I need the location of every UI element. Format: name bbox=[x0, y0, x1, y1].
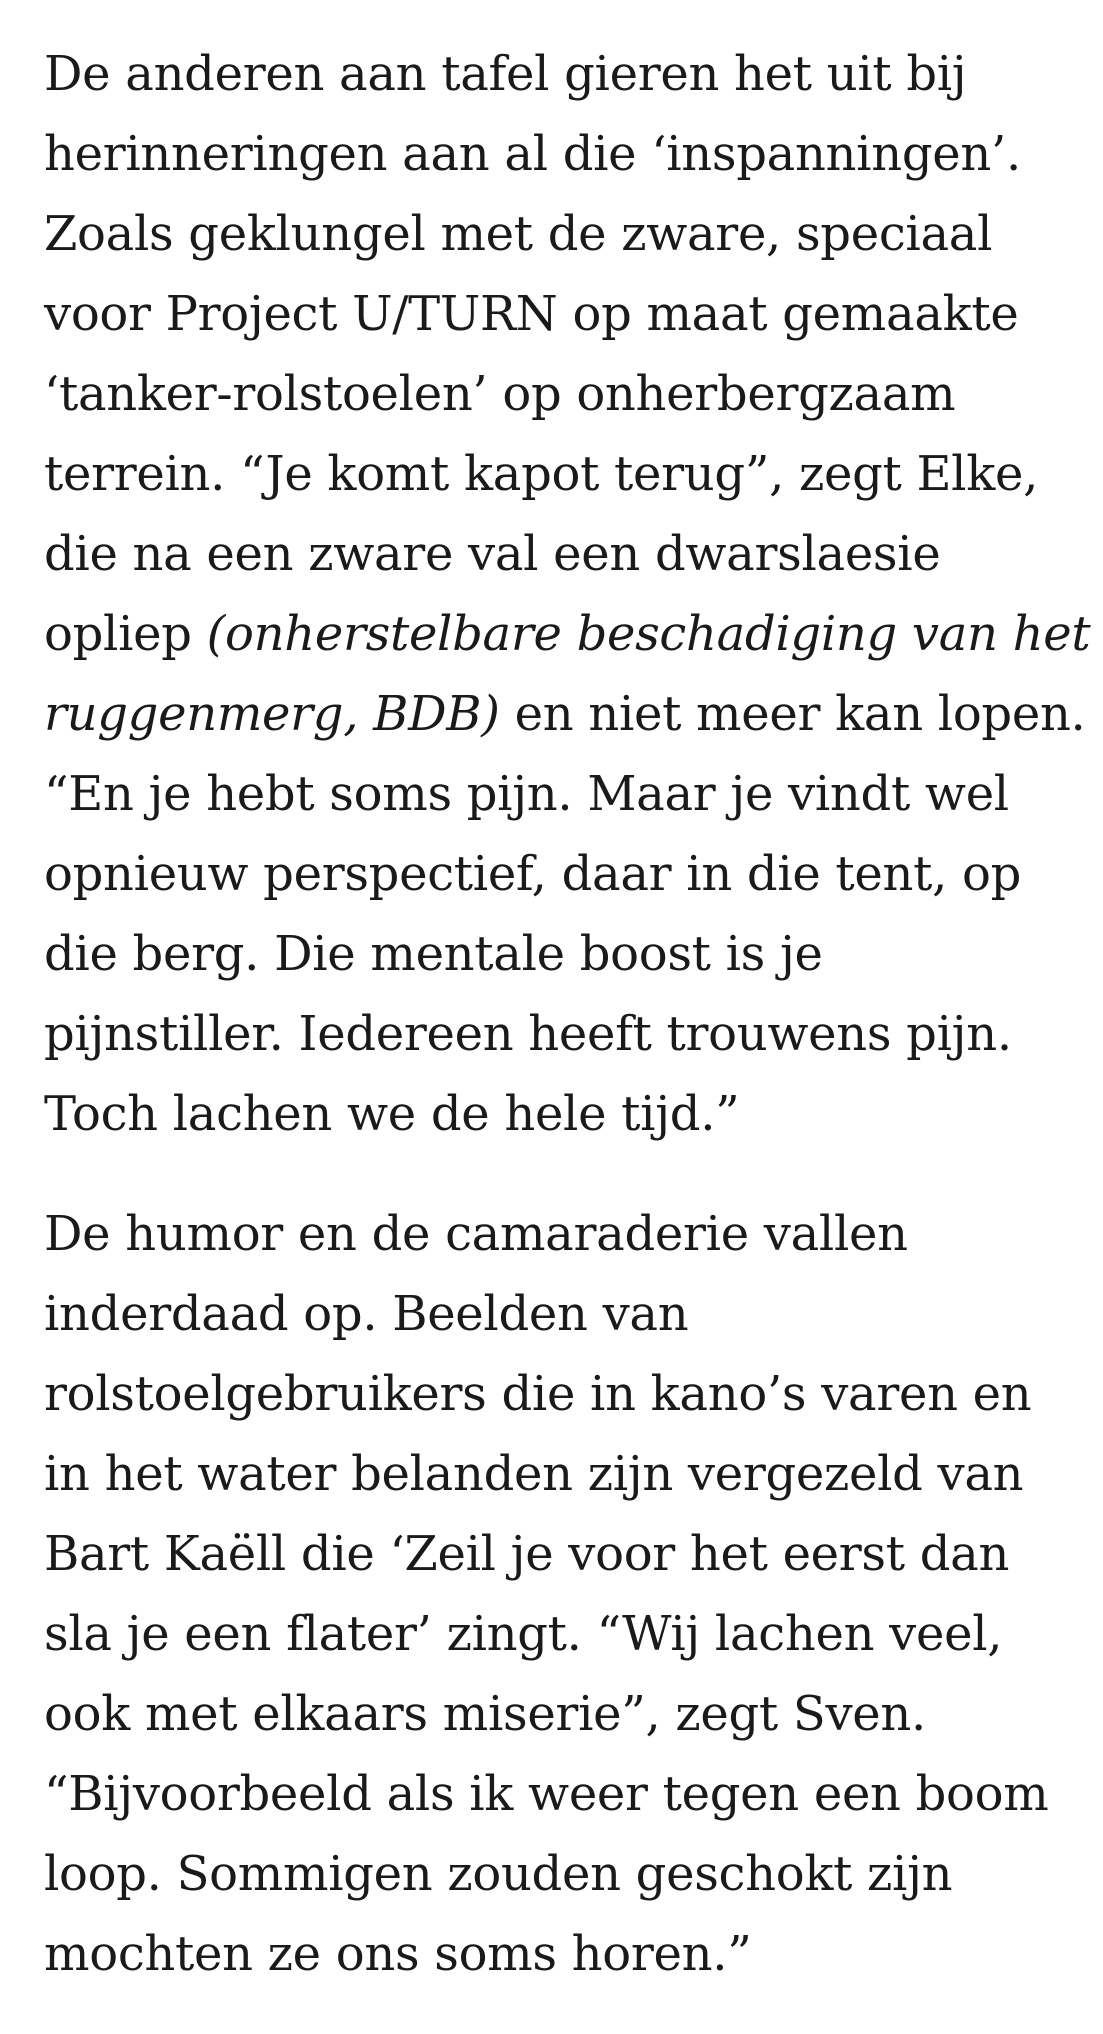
text-segment: inderdaad op. Beelden van bbox=[44, 1286, 689, 1342]
text-line bbox=[44, 434, 1084, 514]
text-segment: opnieuw perspectief, daar in die tent, op bbox=[44, 846, 1022, 902]
text-segment: en niet meer kan lopen. bbox=[499, 686, 1086, 742]
text-segment: opliep bbox=[44, 606, 207, 662]
text-line bbox=[44, 1434, 1084, 1514]
italic-text-segment: (onherstelbare beschadiging van het bbox=[206, 606, 1091, 662]
text-segment: herinneringen aan al die ‘inspanningen’. bbox=[44, 126, 1021, 182]
text-line bbox=[44, 114, 1084, 194]
text-line bbox=[44, 1914, 1084, 1994]
text-line bbox=[44, 1674, 1084, 1754]
text-segment: in het water belanden zijn vergezeld van bbox=[44, 1446, 1024, 1502]
text-segment: “En je hebt soms pijn. Maar je vindt wel bbox=[44, 766, 1009, 822]
text-line bbox=[44, 274, 1084, 354]
text-line bbox=[44, 354, 1084, 434]
text-segment: rolstoelgebruikers die in kano’s varen en bbox=[44, 1366, 1032, 1422]
text-segment: Toch lachen we de hele tijd.” bbox=[44, 1086, 740, 1142]
text-segment: “Bijvoorbeeld als ik weer tegen een boom bbox=[44, 1766, 1049, 1822]
text-line bbox=[44, 754, 1084, 834]
text-line bbox=[44, 1834, 1084, 1914]
text-segment: die na een zware val een dwarslaesie bbox=[44, 526, 941, 582]
text-segment: pijnstiller. Iedereen heeft trouwens pijn. bbox=[44, 1006, 1012, 1062]
text-line bbox=[44, 994, 1084, 1074]
text-line bbox=[44, 1194, 1084, 1274]
article-paragraph bbox=[44, 1194, 1084, 1994]
text-line bbox=[44, 594, 1091, 674]
text-segment: die berg. Die mentale boost is je bbox=[44, 926, 823, 982]
text-line bbox=[44, 1514, 1084, 1594]
text-segment: ook met elkaars miserie”, zegt Sven. bbox=[44, 1686, 926, 1742]
text-segment: Bart Kaëll die ‘Zeil je voor het eerst dan bbox=[44, 1526, 1010, 1582]
text-line bbox=[44, 834, 1084, 914]
text-line bbox=[44, 514, 1084, 594]
text-line bbox=[44, 674, 1084, 754]
text-segment: loop. Sommigen zouden geschokt zijn bbox=[44, 1846, 953, 1902]
text-segment: sla je een flater’ zingt. “Wij lachen veel, bbox=[44, 1606, 1003, 1662]
text-line bbox=[44, 1594, 1084, 1674]
text-segment: De anderen aan tafel gieren het uit bij bbox=[44, 46, 967, 102]
text-line bbox=[44, 194, 1084, 274]
text-segment: voor Project U/TURN op maat gemaakte bbox=[44, 286, 1019, 342]
text-line bbox=[44, 1274, 1084, 1354]
text-segment: De humor en de camaraderie vallen bbox=[44, 1206, 908, 1262]
text-line bbox=[44, 1754, 1084, 1834]
text-segment: mochten ze ons soms horen.” bbox=[44, 1926, 752, 1982]
article-paragraph bbox=[44, 34, 1091, 1154]
italic-text-segment: ruggenmerg, BDB) bbox=[44, 686, 500, 742]
text-line bbox=[44, 914, 1084, 994]
text-segment: ‘tanker-rolstoelen’ op onherbergzaam bbox=[44, 366, 956, 422]
text-line bbox=[44, 1074, 1084, 1154]
text-line bbox=[44, 34, 1084, 114]
article-body bbox=[44, 34, 1091, 2034]
text-segment: Zoals geklungel met de zware, speciaal bbox=[44, 206, 993, 262]
text-line bbox=[44, 1354, 1084, 1434]
text-segment: terrein. “Je komt kapot terug”, zegt Elke, bbox=[44, 446, 1039, 502]
